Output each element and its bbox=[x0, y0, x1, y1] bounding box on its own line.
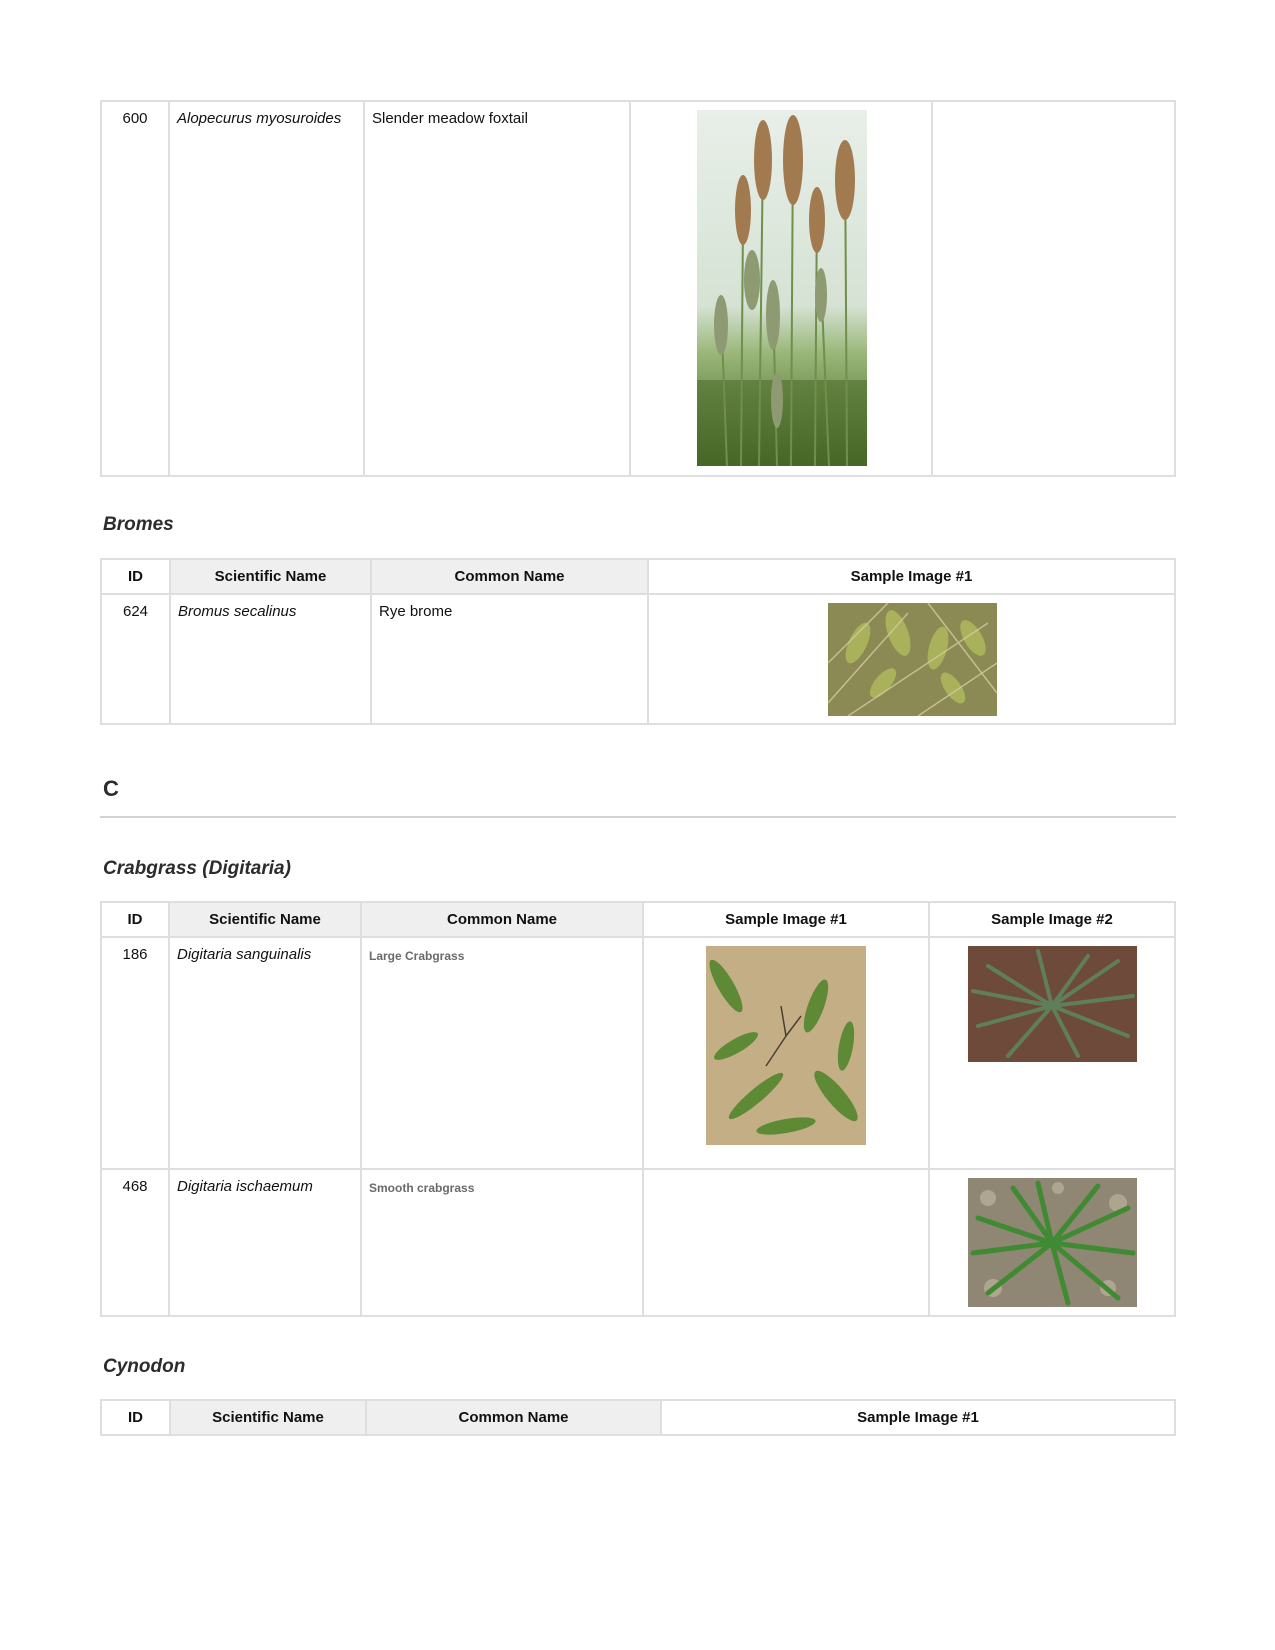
header-scientific-name: Scientific Name bbox=[170, 559, 371, 594]
common-name: Smooth crabgrass bbox=[361, 1169, 643, 1316]
large-crabgrass-photo-2[interactable] bbox=[968, 946, 1137, 1062]
table-header-row bbox=[101, 902, 1175, 937]
scientific-name: Alopecurus myosuroides bbox=[169, 101, 364, 476]
header-sample-image-1: Sample Image #1 bbox=[648, 559, 1175, 594]
species-id: 468 bbox=[101, 1169, 169, 1316]
header-sample-image-1: Sample Image #1 bbox=[661, 1400, 1175, 1435]
table-row bbox=[101, 937, 1175, 1169]
sample-image-2-cell bbox=[929, 1169, 1175, 1316]
header-common-name: Common Name bbox=[361, 902, 643, 937]
species-id: 186 bbox=[101, 937, 169, 1169]
header-sample-image-2: Sample Image #2 bbox=[929, 902, 1175, 937]
smooth-crabgrass-photo[interactable] bbox=[968, 1178, 1137, 1307]
sample-image-1-cell bbox=[630, 101, 932, 476]
foxtail-photo[interactable] bbox=[697, 110, 867, 466]
section-heading-bromes: Bromes bbox=[103, 514, 174, 535]
section-heading-crabgrass: Crabgrass (Digitaria) bbox=[103, 858, 291, 879]
sample-image-2-cell bbox=[929, 937, 1175, 1169]
scientific-name: Digitaria sanguinalis bbox=[169, 937, 361, 1169]
section-divider bbox=[100, 816, 1176, 818]
bromes-table bbox=[100, 558, 1176, 725]
header-sample-image-1: Sample Image #1 bbox=[643, 902, 929, 937]
foxtail-table bbox=[100, 100, 1176, 477]
sample-image-1-cell bbox=[643, 937, 929, 1169]
table-header-row bbox=[101, 559, 1175, 594]
crabgrass-table bbox=[100, 901, 1176, 1317]
species-id: 600 bbox=[101, 101, 169, 476]
section-letter: C bbox=[103, 776, 119, 801]
scientific-name: Digitaria ischaemum bbox=[169, 1169, 361, 1316]
table-header-row bbox=[101, 1400, 1175, 1435]
common-name: Rye brome bbox=[371, 594, 648, 724]
header-scientific-name: Scientific Name bbox=[170, 1400, 366, 1435]
header-scientific-name: Scientific Name bbox=[169, 902, 361, 937]
rye-brome-photo[interactable] bbox=[828, 603, 997, 716]
sample-image-1-cell bbox=[643, 1169, 929, 1316]
table-row bbox=[101, 101, 1175, 476]
header-common-name: Common Name bbox=[371, 559, 648, 594]
species-id: 624 bbox=[101, 594, 170, 724]
cynodon-table bbox=[100, 1399, 1176, 1436]
header-id: ID bbox=[101, 902, 169, 937]
common-name: Large Crabgrass bbox=[361, 937, 643, 1169]
large-crabgrass-photo-1[interactable] bbox=[706, 946, 866, 1145]
header-id: ID bbox=[101, 1400, 170, 1435]
common-name: Slender meadow foxtail bbox=[364, 101, 630, 476]
header-common-name: Common Name bbox=[366, 1400, 661, 1435]
header-id: ID bbox=[101, 559, 170, 594]
table-row bbox=[101, 594, 1175, 724]
sample-image-2-cell bbox=[932, 101, 1175, 476]
sample-image-1-cell bbox=[648, 594, 1175, 724]
table-row bbox=[101, 1169, 1175, 1316]
scientific-name: Bromus secalinus bbox=[170, 594, 371, 724]
section-heading-cynodon: Cynodon bbox=[103, 1356, 186, 1377]
